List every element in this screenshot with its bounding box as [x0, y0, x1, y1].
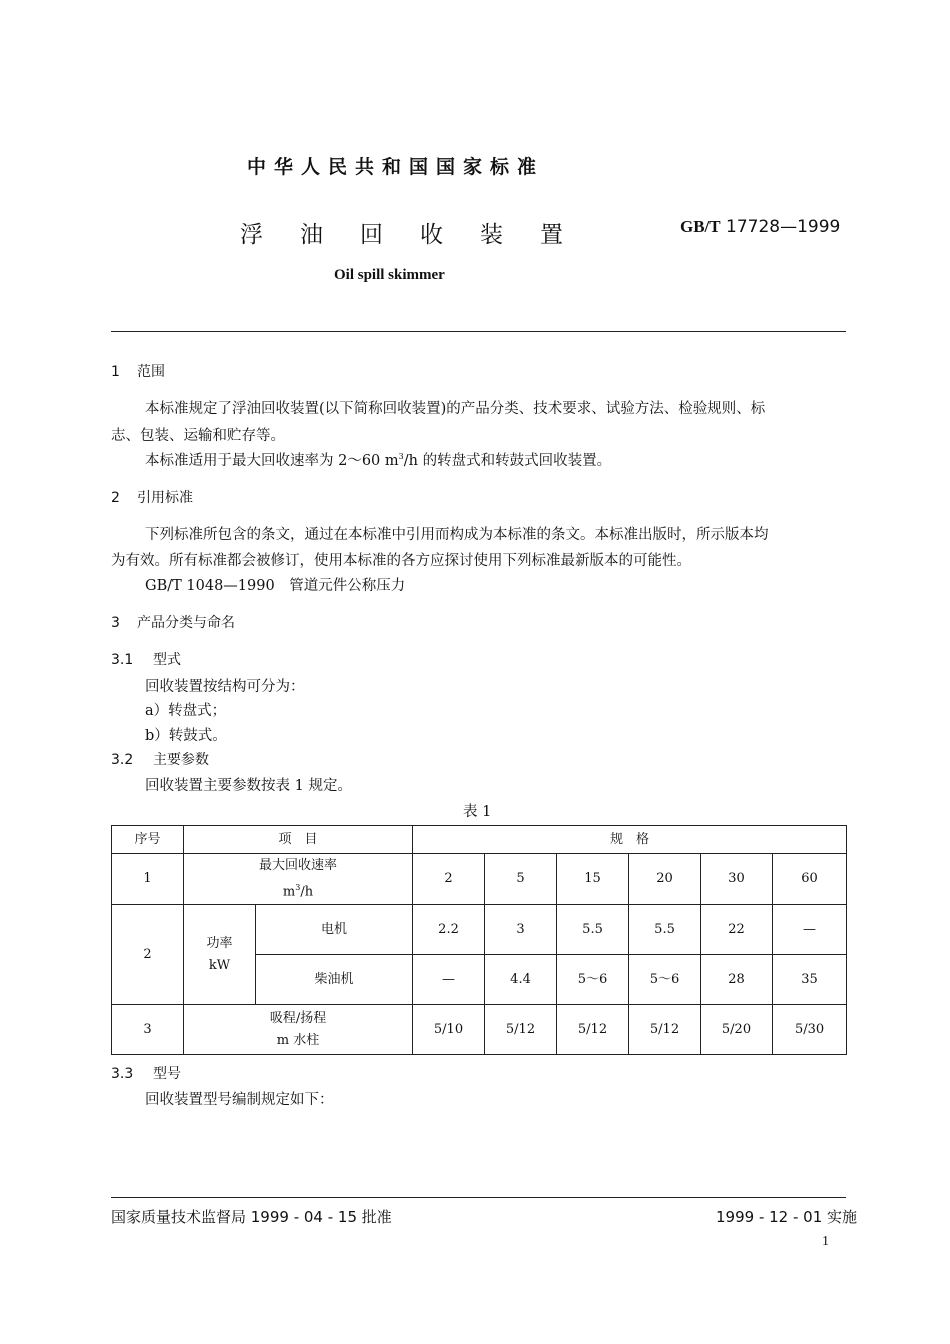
document-title-en: Oil spill skimmer	[334, 267, 445, 283]
header-cell: 项 目	[184, 826, 413, 854]
section-title: 型式	[153, 652, 181, 668]
paragraph-cont: 为有效。所有标准都会被修订，使用本标准的各方应探讨使用下列标准最新版本的可能性。	[111, 553, 691, 569]
page-number: 1	[822, 1234, 829, 1249]
section-1-heading	[111, 361, 165, 381]
section-3-1-heading	[111, 649, 181, 669]
superscript: 3	[398, 452, 404, 462]
section-number: 1	[111, 364, 120, 380]
section-number: 3.1	[111, 652, 134, 668]
table-cell: 4.4	[485, 955, 557, 1005]
section-number: 3.2	[111, 752, 134, 768]
cell-line	[184, 877, 412, 903]
standard-code: 17728—1999	[726, 217, 841, 237]
standard-number	[680, 217, 840, 237]
table-cell: 5/10	[413, 1005, 485, 1055]
table-cell: —	[413, 955, 485, 1005]
section-title: 引用标准	[137, 490, 193, 506]
table-cell: 20	[629, 854, 701, 905]
approval-date: 国家质量技术监督局 1999 - 04 - 15 批准	[111, 1208, 392, 1226]
section-title: 主要参数	[153, 752, 209, 768]
implementation-date: 1999 - 12 - 01 实施	[716, 1208, 858, 1226]
table-cell: 35	[773, 955, 847, 1005]
table-cell: 15	[557, 854, 629, 905]
text-run: m	[282, 884, 296, 900]
section-3-2-heading	[111, 749, 209, 769]
reference: GB/T 1048—1990 管道元件公称压力	[145, 578, 406, 594]
table-cell: 5～6	[629, 955, 701, 1005]
section-title: 范围	[137, 364, 165, 380]
section-title: 型号	[153, 1066, 181, 1082]
section-3-3-heading	[111, 1063, 181, 1083]
paragraph: 下列标准所包含的条文，通过在本标准中引用而构成为本标准的条文。本标准出版时，所示版本均	[145, 527, 769, 543]
table-cell	[184, 905, 256, 1005]
table-cell: 5～6	[557, 955, 629, 1005]
cell-line: m 水柱	[276, 1032, 320, 1048]
section-3-heading	[111, 612, 235, 632]
paragraph-cont: 志、包装、运输和贮存等。	[111, 428, 285, 444]
table-cell	[184, 854, 413, 905]
table-cell: —	[773, 905, 847, 955]
header-cell: 序号	[112, 826, 184, 854]
paragraph: 回收装置型号编制规定如下：	[145, 1092, 334, 1108]
parameters-table	[111, 825, 847, 1055]
paragraph: 回收装置按结构可分为：	[145, 679, 305, 695]
table-caption: 表 1	[463, 804, 492, 820]
table-row	[112, 854, 847, 905]
cell-line: 最大回收速率	[259, 857, 338, 873]
section-title: 产品分类与命名	[137, 615, 235, 631]
paragraph: 回收装置主要参数按表 1 规定。	[145, 778, 352, 794]
table-cell: 3	[112, 1005, 184, 1055]
table-cell: 2	[413, 854, 485, 905]
table-cell: 2.2	[413, 905, 485, 955]
list-item: b）转鼓式。	[145, 728, 227, 744]
cell-line: 功率	[206, 935, 233, 951]
table-cell: 电机	[256, 905, 413, 955]
table-row	[112, 905, 847, 955]
table-cell	[184, 1005, 413, 1055]
table-cell: 5/12	[485, 1005, 557, 1055]
cell-line: 吸程/扬程	[269, 1010, 327, 1026]
table-cell: 28	[701, 955, 773, 1005]
section-2-heading	[111, 487, 193, 507]
standard-prefix: GB/T	[680, 217, 721, 236]
table-row	[112, 1005, 847, 1055]
text-run: /h 的转盘式和转鼓式回收装置。	[403, 453, 612, 469]
table-cell: 1	[112, 854, 184, 905]
paragraph: 本标准规定了浮油回收装置(以下简称回收装置)的产品分类、技术要求、试验方法、检验规则、标	[145, 401, 766, 417]
document-title-cn: 浮油回收装置	[240, 222, 600, 248]
paragraph	[145, 449, 611, 470]
list-item: a）转盘式；	[145, 703, 227, 719]
table-cell: 60	[773, 854, 847, 905]
table-cell: 5/20	[701, 1005, 773, 1055]
table-cell: 2	[112, 905, 184, 1005]
table-cell: 5/12	[629, 1005, 701, 1055]
table-cell: 22	[701, 905, 773, 955]
cell-line: kW	[208, 957, 231, 973]
table-cell: 5	[485, 854, 557, 905]
table-cell: 30	[701, 854, 773, 905]
section-number: 2	[111, 490, 120, 506]
table-cell: 5/12	[557, 1005, 629, 1055]
footer-divider	[111, 1197, 846, 1198]
table-cell: 5/30	[773, 1005, 847, 1055]
table-cell: 5.5	[629, 905, 701, 955]
table-cell: 柴油机	[256, 955, 413, 1005]
text-run: /h	[300, 884, 314, 900]
table-cell: 3	[485, 905, 557, 955]
section-number: 3.3	[111, 1066, 134, 1082]
header-cell: 规 格	[413, 826, 847, 854]
header-divider	[111, 331, 846, 332]
table-header-row	[112, 826, 847, 854]
issuing-body: 中华人民共和国国家标准	[247, 156, 545, 178]
text-run: 本标准适用于最大回收速率为 2～60 m	[145, 453, 399, 469]
superscript: 3	[295, 882, 301, 892]
table-cell: 5.5	[557, 905, 629, 955]
section-number: 3	[111, 615, 120, 631]
